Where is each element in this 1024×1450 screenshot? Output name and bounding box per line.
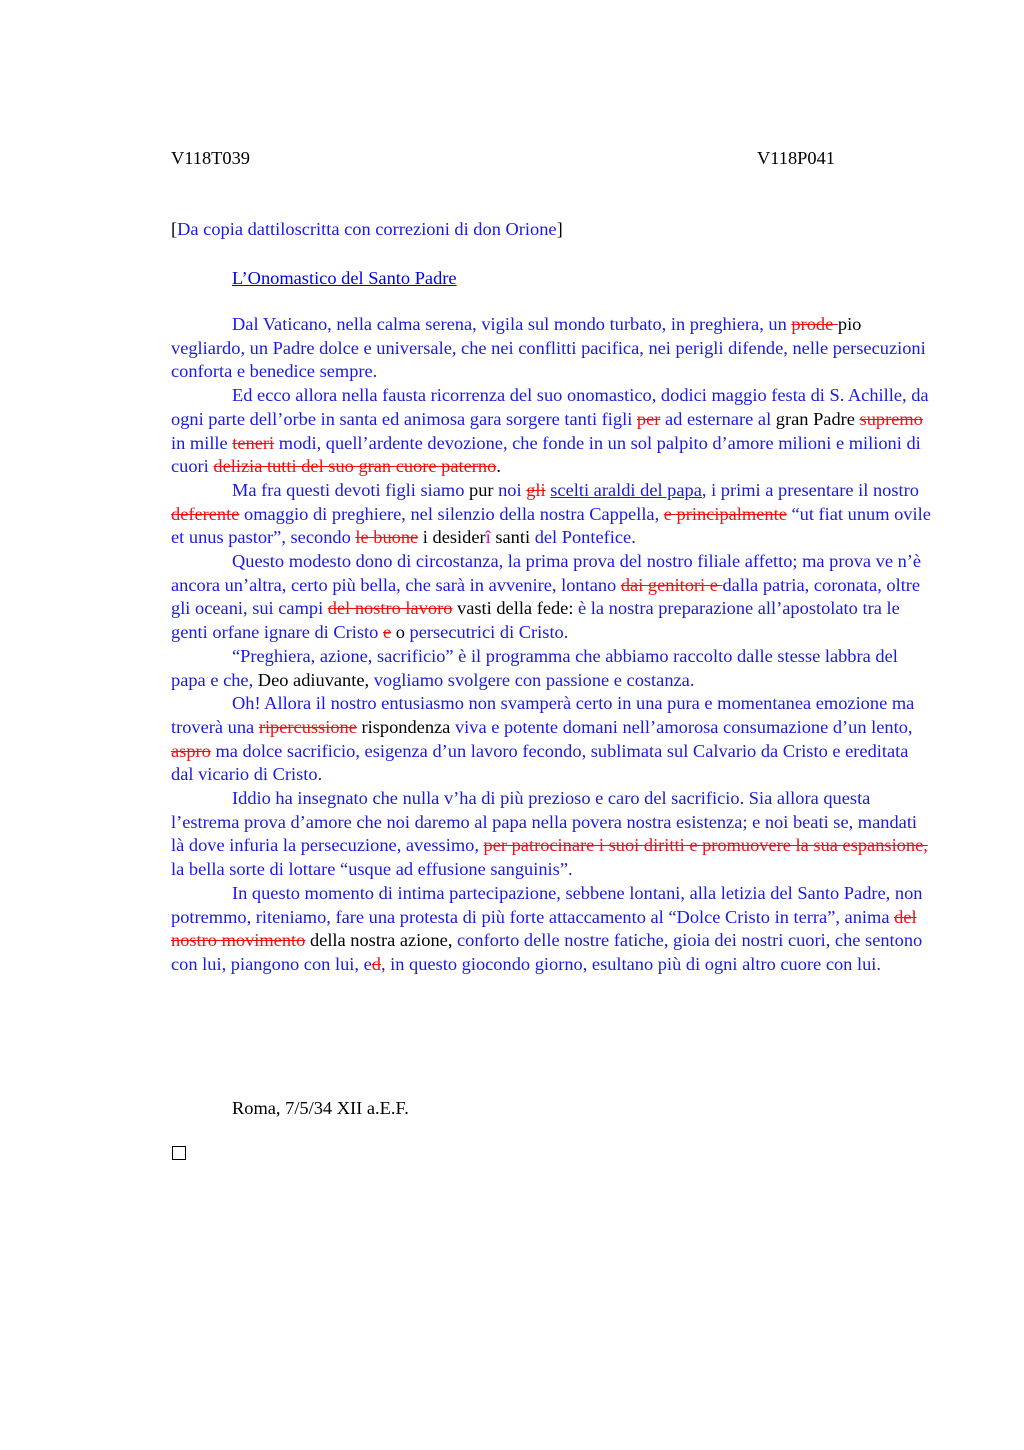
text-segment: vegliardo, un Padre dolce e universale, che nei conflitti pacifica, nei perigli difende, nelle persecuzioni conforta e benedice sempre.: [171, 337, 926, 382]
text-segment: .: [496, 456, 501, 477]
deleted-text: e principalmente: [663, 503, 787, 524]
deleted-text: del nostro movimento: [171, 906, 917, 951]
text-segment: ad esternare al: [660, 408, 776, 429]
text-segment: dalla patria, coronata, oltre gli oceani, sui campi: [171, 574, 921, 619]
text-segment: pur: [469, 479, 494, 500]
deleted-text: e: [382, 622, 392, 643]
paragraph: [171, 384, 931, 479]
text-segment: scelti araldi del papa: [550, 479, 702, 500]
text-segment: o: [391, 622, 410, 643]
paragraph: [171, 479, 931, 550]
text-segment: gran Padre: [775, 408, 860, 429]
source-note-text: Da copia dattiloscritta con correzioni di don Orione: [177, 219, 557, 239]
text-segment: conforto delle nostre fatiche, gioia dei nostri cuori, che sentono con lui, piangono con lui, e: [171, 930, 923, 974]
source-note-close-bracket: ]: [556, 219, 563, 239]
empty-square-icon: [172, 1146, 186, 1160]
deleted-text: prode: [791, 314, 838, 334]
deleted-text: deferente: [171, 503, 240, 524]
paragraph: [171, 787, 931, 882]
paragraph: [171, 313, 931, 384]
deleted-text: gli: [526, 479, 546, 500]
text-segment: “ut fiat unum ovile et unus pastor”, secondo: [171, 503, 931, 548]
paragraph: [171, 882, 931, 977]
text-segment: la bella sorte di lottare “usque ad effusione sanguinis”.: [171, 859, 573, 880]
text-segment: pio: [837, 314, 862, 334]
text-segment: , in questo giocondo giorno, esultano più di ogni altro cuore con lui.: [380, 953, 881, 974]
paragraph: [171, 550, 931, 645]
text-segment: Questo modesto dono di circostanza, la prima prova del nostro filiale affetto; ma prova ve n’è ancora un’altra, certo più bella, che sarà in avvenire, lontano: [171, 551, 922, 595]
deleted-text: per: [636, 408, 661, 429]
text-segment: in mille: [171, 432, 233, 453]
text-segment: noi: [493, 479, 527, 500]
deleted-text: del nostro lavoro: [327, 598, 453, 619]
right-reference-code: V118P041: [757, 148, 835, 168]
text-segment: della nostra azione,: [305, 930, 453, 951]
text-segment: “Preghiera, azione, sacrificio” è il programma che abbiamo raccolto dalle stesse labbra del papa e che,: [171, 645, 898, 690]
text-segment: , i primi a presentare il nostro: [701, 479, 919, 500]
text-segment: modi, quell’ardente devozione, che fonde in un sol palpito d’amore milioni e milioni di cuori: [171, 432, 921, 477]
deleted-text: supremo: [859, 408, 923, 429]
deleted-text: delizia tutti del suo gran cuore paterno: [213, 456, 497, 477]
text-segment: i desider: [418, 527, 486, 548]
source-note-open-bracket: [: [171, 219, 178, 239]
text-segment: omaggio di preghiere, nel silenzio della nostra Cappella,: [239, 503, 664, 524]
text-segment: In questo momento di intima partecipazione, sebbene lontani, alla letizia del Santo Padre, non potremmo, riteniamo, fare una protesta di più forte attaccamento al “Dolce Cristo in terra”, anima: [171, 882, 923, 927]
deleted-text: aspro: [171, 740, 211, 761]
text-segment: Ed ecco allora nella fausta ricorrenza del suo onomastico, dodici maggio festa di S. Achille, da ogni parte dell’orbe in santa ed animosa gara sorgere tanti figli: [171, 385, 929, 429]
deleted-text: teneri: [232, 432, 275, 453]
deleted-text: per patrocinare i suoi diritti e promuovere la sua espansione,: [483, 835, 928, 856]
source-note: [171, 218, 931, 241]
deleted-text: le buone: [355, 527, 419, 548]
text-segment: santi: [490, 527, 535, 548]
text-segment: Dal Vaticano, nella calma serena, vigila sul mondo turbato, in preghiera, un: [232, 314, 792, 334]
place-date-line: Roma, 7/5/34 XII a.E.F.: [232, 1098, 409, 1118]
deleted-text: ripercussione: [258, 716, 357, 737]
text-segment: Deo adiuvante,: [257, 669, 370, 690]
corrected-letter: î: [485, 527, 491, 548]
text-segment: Oh! Allora il nostro entusiasmo non svamperà certo in una pura e momentanea emozione ma troverà una: [171, 693, 915, 737]
text-segment: Iddio ha insegnato che nulla v’ha di più prezioso e caro del sacrificio. Sia allora questa l’estrema prova d’amore che noi daremo al papa nella povera nostra esistenza; e noi beati se, mandati là dove infuria la persecuzione, avessimo,: [171, 788, 918, 856]
document-title: L’Onomastico del Santo Padre: [232, 268, 457, 288]
text-segment: viva e potente domani nell’amorosa consumazione d’un lento,: [450, 716, 913, 737]
text-segment: persecutrici di Cristo.: [409, 622, 569, 643]
deleted-text: d: [371, 953, 381, 974]
text-segment: vogliamo svolgere con passione e costanza.: [369, 669, 695, 690]
text-segment: vasti della fede:: [452, 598, 579, 619]
left-reference-code: V118T039: [171, 148, 251, 168]
text-segment: è la nostra preparazione all’apostolato tra le genti orfane ignare di Cristo: [171, 598, 900, 643]
document-body: [171, 313, 931, 977]
text-segment: del Pontefice.: [534, 527, 636, 548]
paragraph: [171, 645, 931, 692]
text-segment: Ma fra questi devoti figli siamo: [232, 479, 469, 500]
text-segment: rispondenza: [356, 716, 451, 737]
text-segment: ma dolce sacrificio, esigenza d’un lavoro fecondo, sublimata sul Calvario da Cristo e ereditata dal vicario di Cristo.: [171, 740, 909, 785]
deleted-text: dai genitori e: [620, 574, 723, 595]
paragraph: [171, 692, 931, 787]
